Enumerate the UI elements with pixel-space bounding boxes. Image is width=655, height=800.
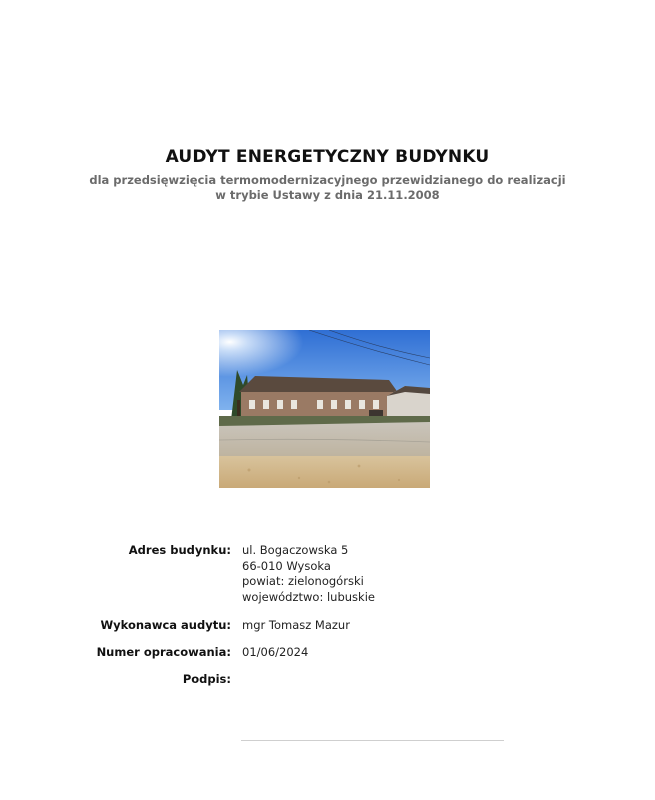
auditor-value: mgr Tomasz Mazur bbox=[242, 618, 350, 632]
auditor-label: Wykonawca audytu: bbox=[100, 618, 231, 632]
subtitle-line-1: dla przedsięwzięcia termomodernizacyjnego przewidzianego do realizacji bbox=[89, 173, 566, 187]
signature-label: Podpis: bbox=[182, 672, 231, 686]
signature-line bbox=[241, 740, 504, 741]
address-line: województwo: lubuskie bbox=[242, 589, 375, 604]
subtitle-line-2: w trybie Ustawy z dnia 21.11.2008 bbox=[215, 188, 440, 202]
document-title: AUDYT ENERGETYCZNY BUDYNKU bbox=[165, 147, 490, 167]
address-line: powiat: zielonogórski bbox=[242, 574, 364, 588]
building-photo bbox=[219, 330, 430, 488]
address-value bbox=[242, 543, 375, 605]
address-label: Adres budynku: bbox=[128, 543, 231, 557]
document-subtitle bbox=[0, 173, 655, 203]
address-line: ul. Bogaczowska 5 bbox=[242, 543, 349, 557]
number-label: Numer opracowania: bbox=[96, 645, 231, 659]
number-value: 01/06/2024 bbox=[242, 645, 309, 659]
address-line: 66-010 Wysoka bbox=[242, 558, 331, 573]
